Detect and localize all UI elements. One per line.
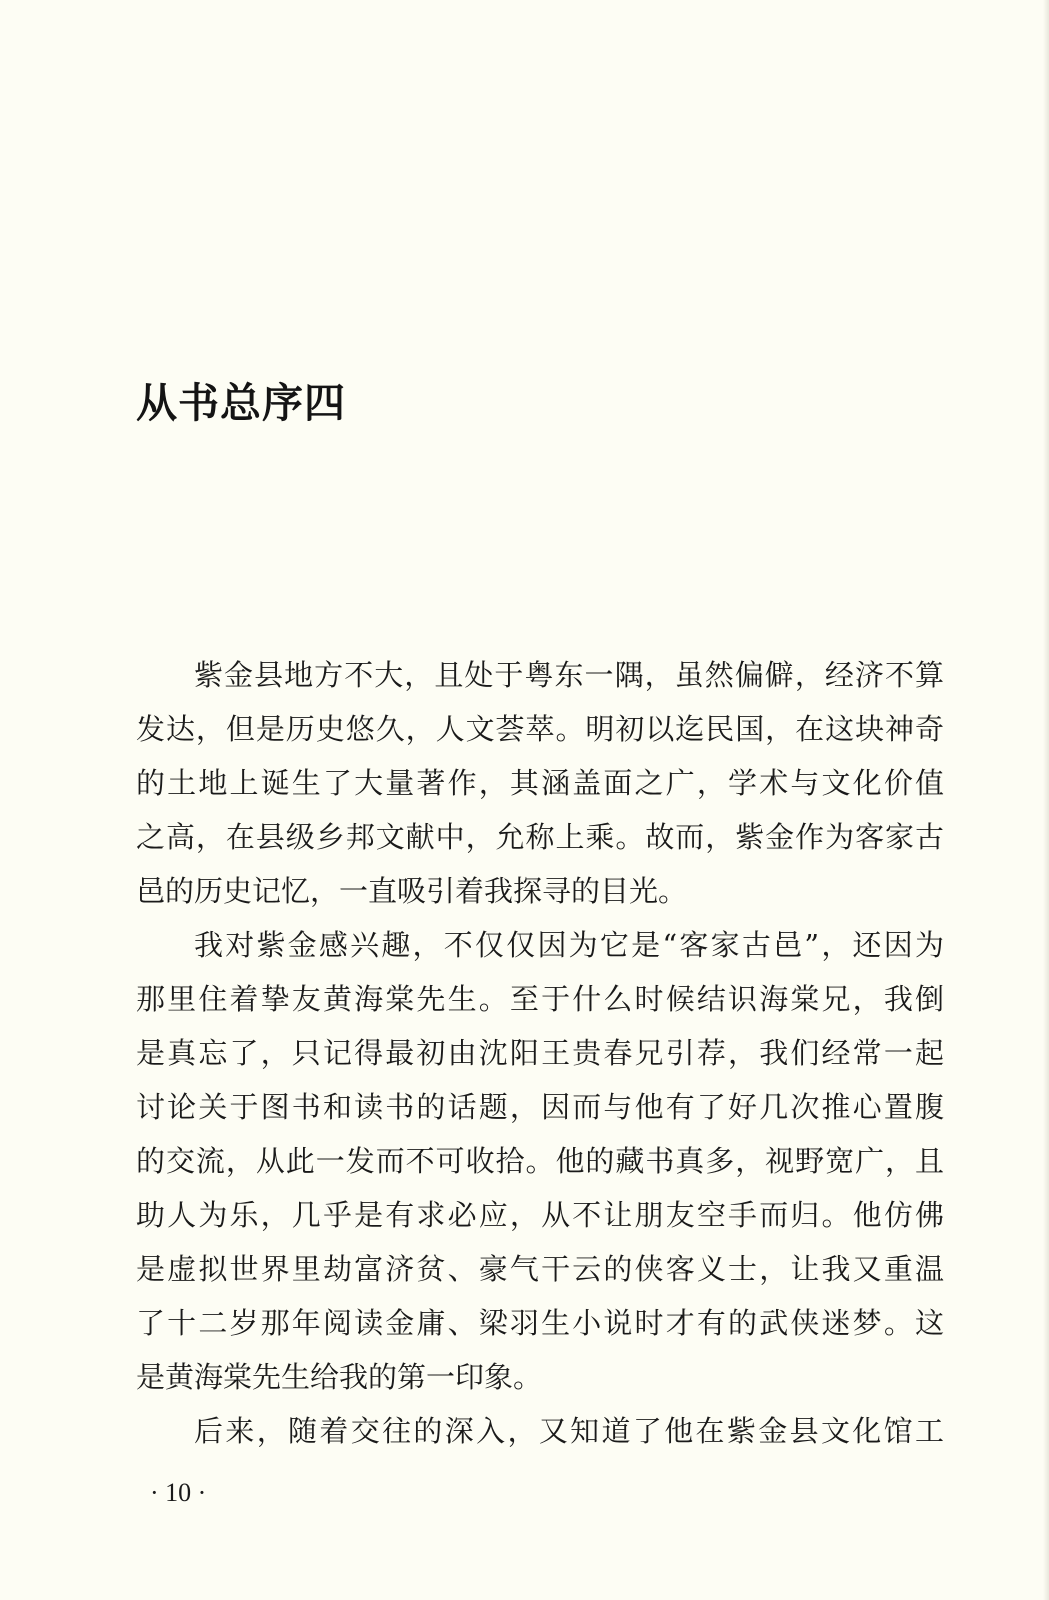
text-line: 紫金县地方不大，且处于粤东一隅，虽然偏僻，经济不算: [194, 658, 944, 692]
text-line: 是黄海棠先生给我的第一印象。: [136, 1360, 543, 1394]
body-text: [136, 648, 944, 1458]
text-line: 邑的历史记忆，一直吸引着我探寻的目光。: [136, 874, 688, 908]
text-line: 讨论关于图书和读书的话题，因而与他有了好几次推心置腹: [136, 1090, 944, 1124]
text-line: 是虚拟世界里劫富济贫、豪气干云的侠客义士，让我又重温: [136, 1252, 944, 1286]
paragraph-3: [136, 1404, 944, 1458]
text-line: 是真忘了，只记得最初由沈阳王贵春兄引荐，我们经常一起: [136, 1036, 944, 1070]
text-line: 之高，在县级乡邦文献中，允称上乘。故而，紫金作为客家古: [136, 820, 944, 854]
page-edge-shadow: [1043, 0, 1049, 1600]
text-line: 我对紫金感兴趣，不仅仅因为它是“客家古邑”，还因为: [194, 928, 944, 962]
page-number: · 10 ·: [150, 1478, 207, 1507]
text-line: 后来，随着交往的深入，又知道了他在紫金县文化馆工: [194, 1414, 944, 1448]
text-line: 了十二岁那年阅读金庸、梁羽生小说时才有的武侠迷梦。这: [136, 1306, 944, 1340]
paragraph-2: [136, 918, 944, 1404]
section-title: 从书总序四: [136, 379, 346, 427]
paragraph-1: [136, 648, 944, 918]
text-line: 那里住着挚友黄海棠先生。至于什么时候结识海棠兄，我倒: [136, 982, 944, 1016]
text-line: 发达，但是历史悠久，人文荟萃。明初以迄民国，在这块神奇: [136, 712, 944, 746]
text-line: 助人为乐，几乎是有求必应，从不让朋友空手而归。他仿佛: [136, 1198, 944, 1232]
text-line: 的交流，从此一发而不可收拾。他的藏书真多，视野宽广，且: [136, 1144, 944, 1178]
text-line: 的土地上诞生了大量著作，其涵盖面之广，学术与文化价值: [136, 766, 944, 800]
